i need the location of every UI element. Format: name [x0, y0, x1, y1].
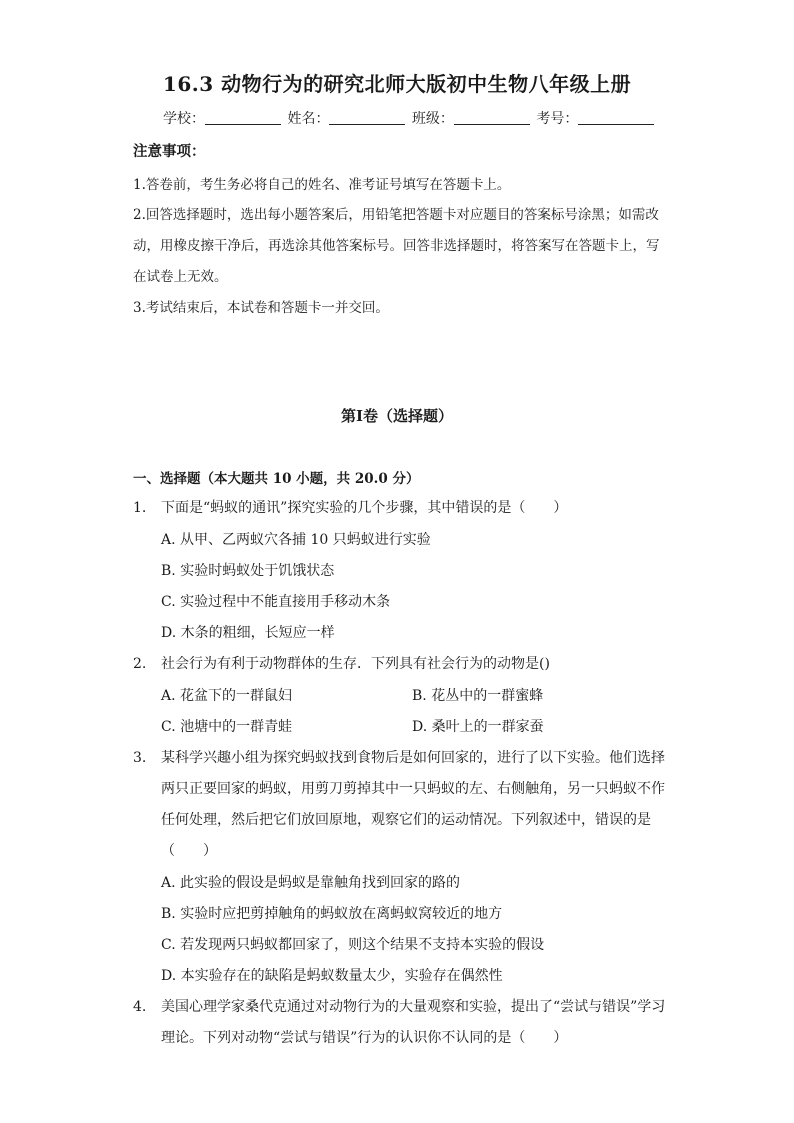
question-number: 1.: [133, 500, 147, 516]
page-title: 16.3 动物行为的研究北师大版初中生物八年级上册: [162, 72, 632, 96]
q2-option-a[interactable]: A. 花盆下的一群鼠妇: [161, 688, 293, 704]
question-stem: 美国心理学家桑代克通过对动物行为的大量观察和实验，提出了“尝试与错误”学习理论。下列对动物“尝试与错误”行为的认识你不认同的是（ ）: [161, 999, 666, 1046]
notice-item-1: 1.答卷前，考生务必将自己的姓名、准考证号填写在答题卡上。: [133, 177, 511, 193]
q1-option-b[interactable]: B. 实验时蚂蚁处于饥饿状态: [161, 563, 335, 579]
class-label: 班级：: [411, 111, 454, 127]
part-heading: 一、选择题（本大题共 10 小题，共 20.0 分）: [133, 471, 420, 487]
q1-option-c[interactable]: C. 实验过程中不能直接用手移动木条: [161, 594, 391, 610]
class-blank[interactable]: [454, 110, 530, 125]
question-number: 4.: [133, 999, 147, 1015]
question-1: [133, 493, 668, 524]
q3-option-b[interactable]: B. 实验时应把剪掉触角的蚂蚁放在离蚂蚁窝较近的地方: [161, 906, 503, 922]
question-number: 2.: [133, 656, 147, 672]
question-stem: 某科学兴趣小组为探究蚂蚁找到食物后是如何回家的，进行了以下实验。他们选择两只正要回家的蚂蚁，用剪刀剪掉其中一只蚂蚁的左、右侧触角，另一只蚂蚁不作任何处理，然后把它们放回原地，观察它们的运动情况。下列叙述中，错误的是（ ）: [161, 750, 665, 859]
notice-item-3: 3.考试结束后，本试卷和答题卡一并交回。: [133, 300, 389, 316]
q3-option-a[interactable]: A. 此实验的假设是蚂蚁是靠触角找到回家的路的: [161, 875, 461, 891]
q2-option-d[interactable]: D. 桑叶上的一群家蚕: [412, 719, 544, 735]
notice-item-2: 2.回答选择题时，选出每小题答案后，用铅笔把答题卡对应题目的答案标号涂黑；如需改动，用橡皮擦干净后，再选涂其他答案标号。回答非选择题时，将答案写在答题卡上，写在试卷上无效。: [133, 207, 660, 285]
notice-heading: 注意事项：: [133, 143, 206, 160]
name-blank[interactable]: [329, 110, 405, 125]
question-3: [133, 743, 668, 867]
q1-option-d[interactable]: D. 木条的粗细，长短应一样: [161, 625, 335, 641]
question-number: 3.: [133, 750, 147, 766]
school-blank[interactable]: [205, 110, 281, 125]
section-title: 第I卷（选择题）: [340, 407, 454, 425]
exam-number-label: 考号：: [536, 111, 579, 127]
exam-number-blank[interactable]: [578, 110, 654, 125]
q3-option-d[interactable]: D. 本实验存在的缺陷是蚂蚁数量太少，实验存在偶然性: [161, 968, 503, 984]
question-stem: 下面是“蚂蚁的通讯”探究实验的几个步骤，其中错误的是（ ）: [161, 500, 568, 516]
question-4: [133, 992, 668, 1054]
school-label: 学校：: [163, 111, 205, 127]
question-2: [133, 649, 668, 680]
name-label: 姓名：: [287, 111, 330, 127]
q3-option-c[interactable]: C. 若发现两只蚂蚁都回家了，则这个结果不支持本实验的假设: [161, 937, 545, 953]
q1-option-a[interactable]: A. 从甲、乙两蚁穴各捕 10 只蚂蚁进行实验: [161, 532, 431, 548]
q2-option-b[interactable]: B. 花丛中的一群蜜蜂: [412, 688, 544, 704]
question-stem: 社会行为有利于动物群体的生存．下列具有社会行为的动物是(): [161, 656, 550, 672]
q2-option-c[interactable]: C. 池塘中的一群青蛙: [161, 719, 293, 735]
student-info-row: [163, 108, 643, 128]
